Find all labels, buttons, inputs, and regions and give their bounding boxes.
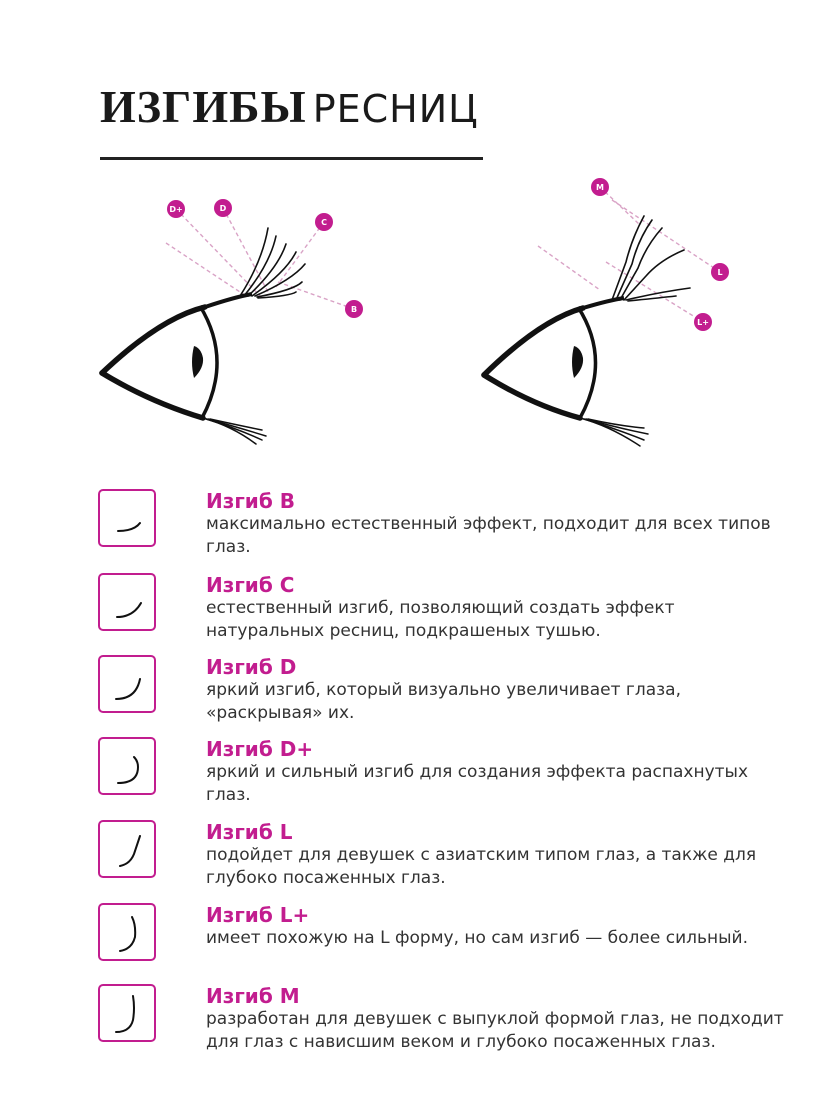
title-divider — [100, 157, 483, 160]
curl-item-d-plus — [98, 737, 798, 817]
item-description: естественный изгиб, позволяющий создать эффект натуральных ресниц, подкрашеных тушью. — [206, 598, 675, 641]
curl-b-icon — [98, 489, 156, 547]
item-description: максимально естественный эффект, подходит для всех типов глаз. — [206, 514, 771, 557]
curl-item-l-plus — [98, 903, 798, 983]
badge-d — [214, 199, 232, 217]
title-light: РЕСНИЦ — [312, 87, 479, 131]
curl-item-d — [98, 655, 798, 735]
curl-item-b — [98, 489, 798, 569]
right-eye-illustration — [484, 178, 729, 446]
badge-m — [591, 178, 609, 196]
svg-text:B: B — [350, 305, 358, 314]
item-description: яркий изгиб, который визуально увеличивает глаза, «раскрывая» их. — [206, 680, 681, 723]
curl-d-plus-icon — [98, 737, 156, 795]
svg-text:L+: L+ — [697, 318, 709, 327]
curl-item-c — [98, 573, 798, 653]
item-title: Изгиб C — [206, 573, 295, 597]
item-description: подойдет для девушек с азиатским типом глаз, а также для глубоко посаженных глаз. — [206, 845, 757, 888]
item-description: яркий и сильный изгиб для создания эффекта распахнутых глаз. — [206, 762, 749, 805]
item-title: Изгиб M — [206, 984, 300, 1008]
page-title — [100, 81, 479, 132]
badge-c — [315, 213, 333, 231]
curl-l-icon — [98, 820, 156, 878]
eyes-diagram — [0, 165, 832, 465]
curl-item-l — [98, 820, 798, 900]
curl-m-icon — [98, 984, 156, 1042]
left-eye-illustration — [102, 199, 363, 444]
curl-d-icon — [98, 655, 156, 713]
item-title: Изгиб L+ — [206, 903, 310, 927]
curl-item-m — [98, 984, 798, 1064]
svg-text:M: M — [596, 183, 604, 192]
item-title: Изгиб D — [206, 655, 297, 679]
item-title: Изгиб D+ — [206, 737, 314, 761]
item-description: разработан для девушек с выпуклой формой глаз, не подходит для глаз с нависшим веком и глубоко посаженных глаз. — [206, 1009, 784, 1052]
svg-text:C: C — [321, 218, 327, 227]
item-description: имеет похожую на L форму, но сам изгиб — более сильный. — [206, 928, 749, 948]
badge-b — [345, 300, 363, 318]
item-title: Изгиб B — [206, 489, 295, 513]
badge-l-plus — [694, 313, 712, 331]
curl-l-plus-icon — [98, 903, 156, 961]
svg-text:D+: D+ — [169, 205, 183, 214]
svg-text:L: L — [717, 268, 723, 277]
item-title: Изгиб L — [206, 820, 293, 844]
svg-text:D: D — [219, 204, 227, 213]
badge-l — [711, 263, 729, 281]
curl-c-icon — [98, 573, 156, 631]
badge-d-plus — [167, 200, 185, 218]
title-bold: ИЗГИБЫ — [100, 81, 307, 132]
